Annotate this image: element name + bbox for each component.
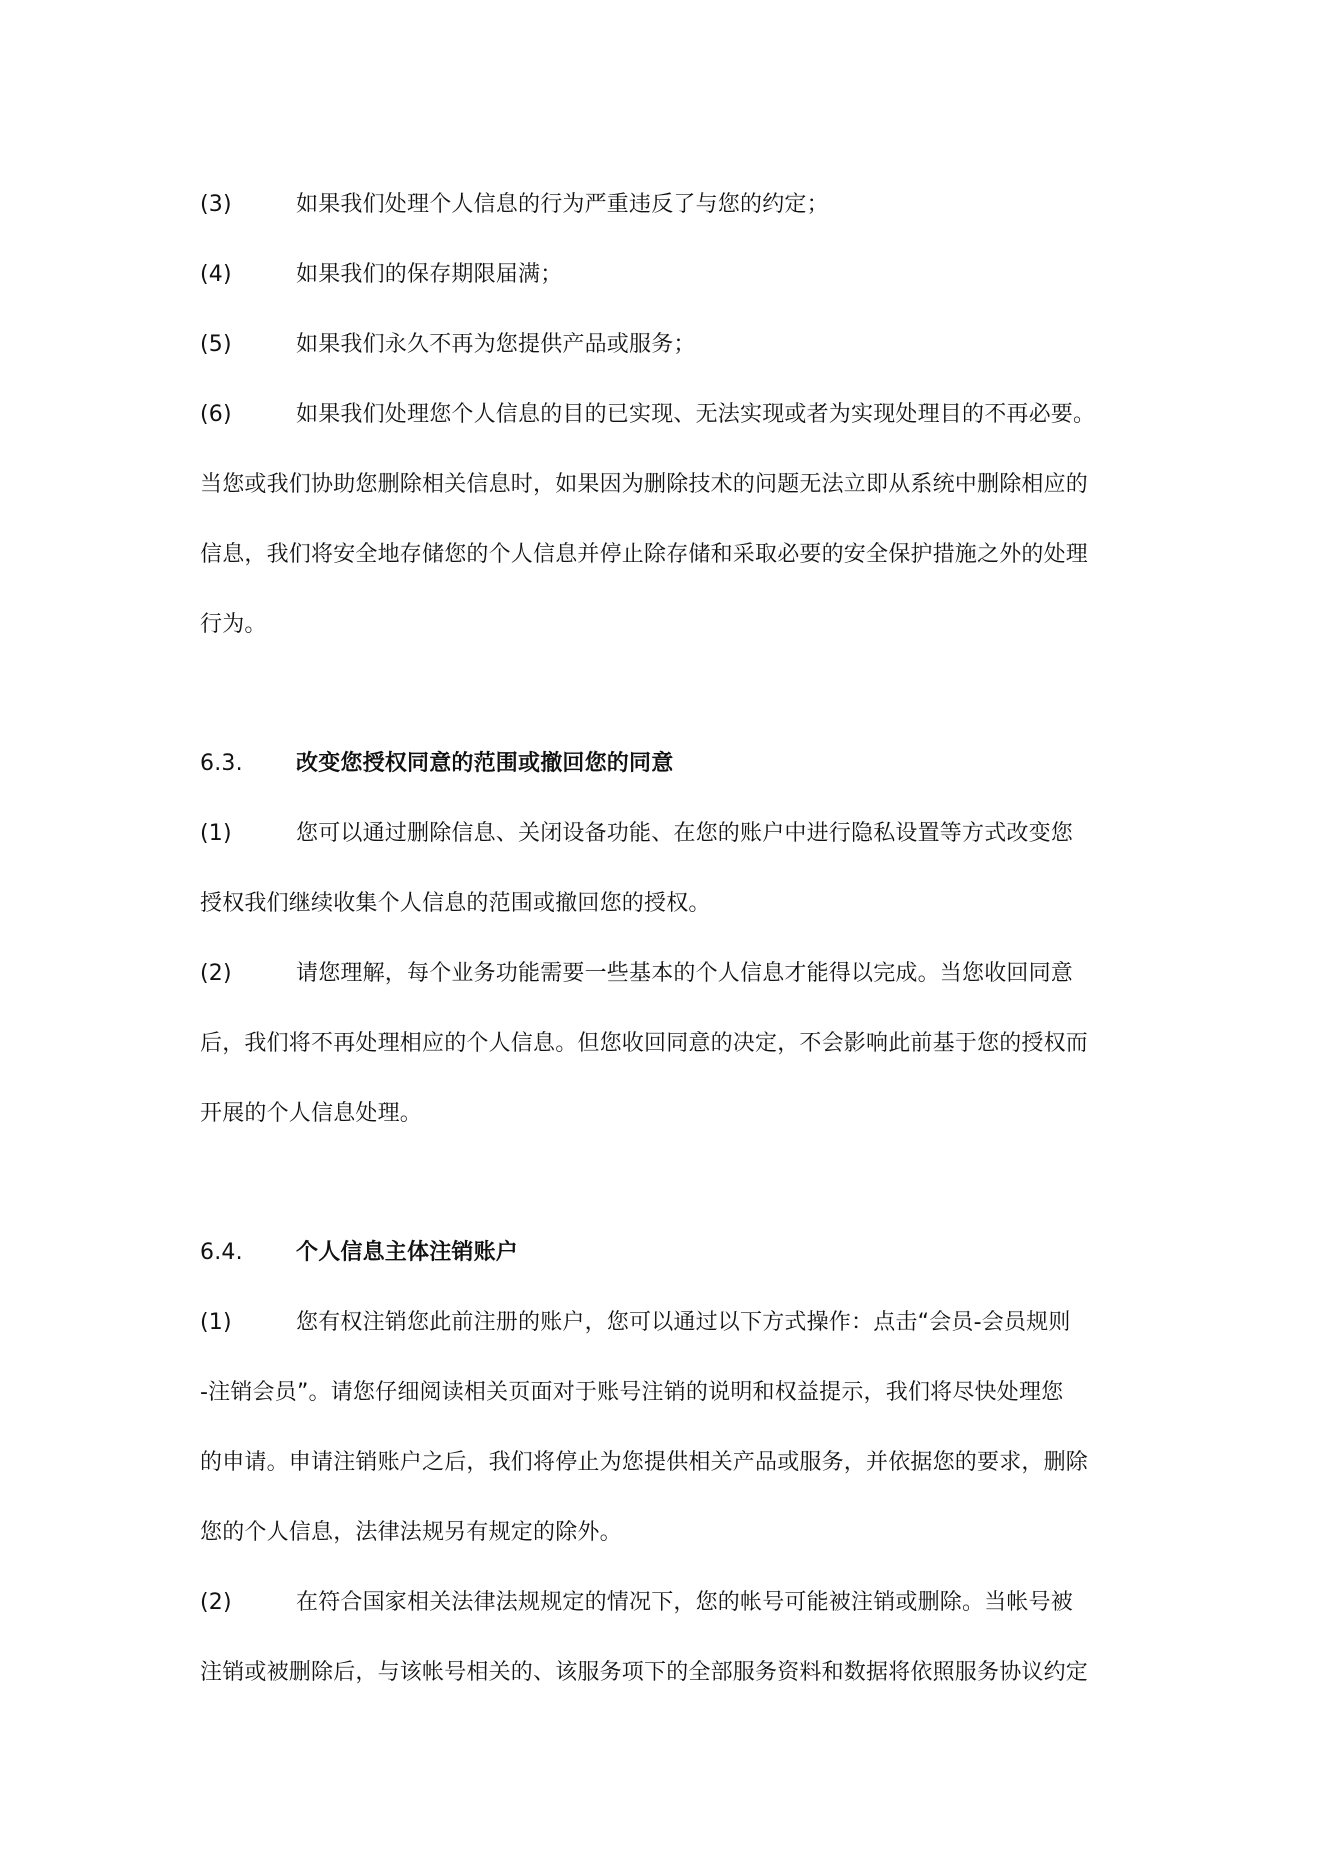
list-item [200,170,1130,240]
list-item [200,310,1130,380]
list-item [200,380,1130,450]
section-spacer [200,1149,1130,1218]
section-heading [200,729,1130,799]
list-item [200,799,1130,869]
item-text: 如果我们永久不再为您提供产品或服务； [296,332,696,357]
paragraph-line: 的申请。申请注销账户之后，我们将停止为您提供相关产品或服务，并依据您的要求，删除 [200,1450,1089,1475]
paragraph-line: 注销或被删除后，与该帐号相关的、该服务项下的全部服务资料和数据将依照服务协议约定 [200,1660,1089,1685]
paragraph-line: 行为。 [200,612,267,637]
paragraph-line: 授权我们继续收集个人信息的范围或撤回您的授权。 [200,891,711,916]
list-item [200,240,1130,310]
section-number: 6.4. [200,1240,243,1265]
list-item [200,1288,1130,1358]
item-text: 如果我们处理个人信息的行为严重违反了与您的约定； [296,192,829,217]
paragraph-line: -注销会员”。请您仔细阅读相关页面对于账号注销的说明和权益提示，我们将尽快处理您 [200,1380,1064,1405]
paragraph-line: 后，我们将不再处理相应的个人信息。但您收回同意的决定，不会影响此前基于您的授权而 [200,1031,1089,1056]
list-item [200,939,1130,1009]
section-spacer [200,660,1130,729]
item-number: (2) [200,1590,232,1615]
item-text: 您可以通过删除信息、关闭设备功能、在您的账户中进行隐私设置等方式改变您 [296,821,1074,846]
list-item [200,1568,1130,1638]
paragraph-line: 您的个人信息，法律法规另有规定的除外。 [200,1520,622,1545]
item-number: (6) [200,402,232,427]
section-heading [200,1218,1130,1288]
paragraph-line: 信息，我们将安全地存储您的个人信息并停止除存储和采取必要的安全保护措施之外的处理 [200,542,1089,567]
item-text: 请您理解，每个业务功能需要一些基本的个人信息才能得以完成。当您收回同意 [296,961,1074,986]
item-text: 如果我们的保存期限届满； [296,262,563,287]
item-number: (2) [200,961,232,986]
section-title: 改变您授权同意的范围或撤回您的同意 [296,751,674,776]
item-number: (1) [200,1310,232,1335]
paragraph-line: 开展的个人信息处理。 [200,1101,423,1126]
item-number: (5) [200,332,232,357]
section-title: 个人信息主体注销账户 [296,1240,519,1265]
document-body [200,170,1130,1708]
paragraph-line: 当您或我们协助您删除相关信息时，如果因为删除技术的问题无法立即从系统中删除相应的 [200,472,1089,497]
item-number: (4) [200,262,232,287]
item-number: (3) [200,192,232,217]
item-number: (1) [200,821,232,846]
item-text: 在符合国家相关法律法规规定的情况下，您的帐号可能被注销或删除。当帐号被 [296,1590,1074,1615]
item-text: 您有权注销您此前注册的账户，您可以通过以下方式操作：点击“会员-会员规则 [296,1310,1071,1335]
section-number: 6.3. [200,751,243,776]
item-text: 如果我们处理您个人信息的目的已实现、无法实现或者为实现处理目的不再必要。 [296,402,1096,427]
